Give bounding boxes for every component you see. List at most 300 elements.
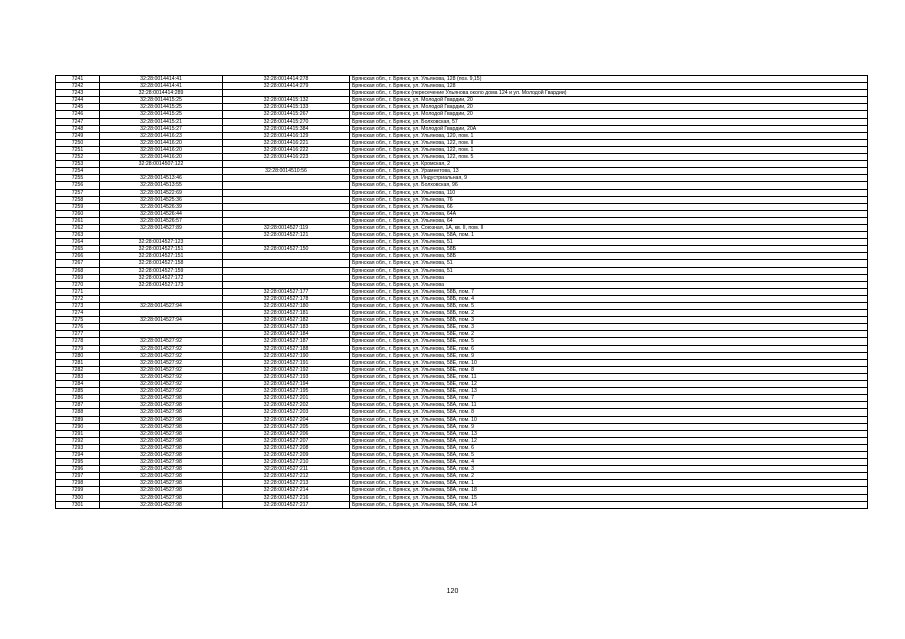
table-row <box>56 451 868 458</box>
address-cell: Брянская обл., г. Брянск, ул. Ульянова, 58А, пом. 8 <box>350 409 868 416</box>
object-cadastral-number-cell: 32:28:0014527:206 <box>223 430 350 437</box>
address-cell: Брянская обл., г. Брянск, ул. Молодой Гвардии, 20 <box>350 97 868 104</box>
object-cadastral-number-cell: 32:28:0014527:216 <box>223 494 350 501</box>
object-cadastral-number-cell: 32:28:0014415:133 <box>223 104 350 111</box>
parcel-cadastral-number-cell: 32:28:0014527:98 <box>100 402 223 409</box>
object-cadastral-number-cell: 32:28:0014527:119 <box>223 224 350 231</box>
row-number-cell: 7270 <box>56 281 100 288</box>
parcel-cadastral-number-cell: 32:28:0014525:36 <box>100 196 223 203</box>
table-row <box>56 111 868 118</box>
address-cell: Брянская обл., г. Брянск, ул. Ульянова, 128 (поз. 9,15) <box>350 76 868 83</box>
object-cadastral-number-cell: 32:28:0014510:56 <box>223 168 350 175</box>
parcel-cadastral-number-cell: 32:28:0014414:41 <box>100 83 223 90</box>
object-cadastral-number-cell: 32:28:0014527:150 <box>223 246 350 253</box>
object-cadastral-number-cell: 32:28:0014527:191 <box>223 359 350 366</box>
address-cell: Брянская обл., г. Брянск, ул. Молодой Гвардии, 20 <box>350 104 868 111</box>
address-cell: Брянская обл., г. Брянск, ул. Ульянова, 58Е, пом. 11 <box>350 373 868 380</box>
table-row <box>56 239 868 246</box>
parcel-cadastral-number-cell: 32:28:0014415:25 <box>100 104 223 111</box>
address-cell: Брянская обл., г. Брянск, ул. Ульянова, 58Б, пом. 4 <box>350 295 868 302</box>
parcel-cadastral-number-cell: 32:28:0014527:92 <box>100 359 223 366</box>
address-cell: Брянская обл., г. Брянск, ул. Ульянова, 58А, пом. 14 <box>350 501 868 508</box>
row-number-cell: 7290 <box>56 423 100 430</box>
object-cadastral-number-cell: 32:28:0014527:121 <box>223 232 350 239</box>
parcel-cadastral-number-cell: 32:28:0014527:151 <box>100 246 223 253</box>
address-cell: Брянская обл., г. Брянск, ул. Ульянова, 58Е, пом. 5 <box>350 338 868 345</box>
address-cell: Брянская обл., г. Брянск, ул. Ульянова, 122, пом. 5 <box>350 154 868 161</box>
object-cadastral-number-cell: 32:28:0014527:214 <box>223 487 350 494</box>
address-cell: Брянская обл., г. Брянск, ул. Ульянова, 58А, пом. 6 <box>350 444 868 451</box>
address-cell: Брянская обл., г. Брянск, ул. Союзная, 1А, кв. II, пом. II <box>350 224 868 231</box>
row-number-cell: 7251 <box>56 146 100 153</box>
row-number-cell: 7241 <box>56 76 100 83</box>
row-number-cell: 7296 <box>56 466 100 473</box>
address-cell: Брянская обл., г. Брянск, ул. Ульянова, 76 <box>350 196 868 203</box>
address-cell: Брянская обл., г. Брянск, ул. Болховская, 57 <box>350 118 868 125</box>
object-cadastral-number-cell: 32:28:0014527:217 <box>223 501 350 508</box>
object-cadastral-number-cell: 32:28:0014527:213 <box>223 480 350 487</box>
table-row <box>56 139 868 146</box>
parcel-cadastral-number-cell: 32:28:0014415:25 <box>100 97 223 104</box>
row-number-cell: 7245 <box>56 104 100 111</box>
address-cell: Брянская обл., г. Брянск, ул. Ульянова, 58А, пом. 10 <box>350 416 868 423</box>
address-cell: Брянская обл., г. Брянск, ул. Ульянова, 51 <box>350 267 868 274</box>
table-row <box>56 501 868 508</box>
table-row <box>56 444 868 451</box>
row-number-cell: 7298 <box>56 480 100 487</box>
row-number-cell: 7266 <box>56 253 100 260</box>
table-row <box>56 459 868 466</box>
table-row <box>56 416 868 423</box>
row-number-cell: 7282 <box>56 366 100 373</box>
parcel-cadastral-number-cell: 32:28:0014527:98 <box>100 437 223 444</box>
parcel-cadastral-number-cell: 32:28:0014527:98 <box>100 395 223 402</box>
address-cell: Брянская обл., г. Брянск, ул. Ульянова <box>350 281 868 288</box>
object-cadastral-number-cell <box>223 175 350 182</box>
parcel-cadastral-number-cell: 32:28:0014527:172 <box>100 274 223 281</box>
parcel-cadastral-number-cell: 32:28:0014527:98 <box>100 416 223 423</box>
address-cell: Брянская обл., г. Брянск, ул. Ульянова, 58Б <box>350 246 868 253</box>
row-number-cell: 7293 <box>56 444 100 451</box>
object-cadastral-number-cell: 32:28:0014527:204 <box>223 416 350 423</box>
address-cell: Брянская обл., г. Брянск, ул. Ульянова, 58А, пом. 5 <box>350 451 868 458</box>
row-number-cell: 7268 <box>56 267 100 274</box>
row-number-cell: 7262 <box>56 224 100 231</box>
address-cell: Брянская обл., г. Брянск, ул. Ульянова, 58Е, пом. 2 <box>350 331 868 338</box>
parcel-cadastral-number-cell: 32:28:0014415:25 <box>100 111 223 118</box>
object-cadastral-number-cell: 32:28:0014527:183 <box>223 324 350 331</box>
row-number-cell: 7273 <box>56 303 100 310</box>
row-number-cell: 7301 <box>56 501 100 508</box>
table-row <box>56 146 868 153</box>
object-cadastral-number-cell <box>223 217 350 224</box>
parcel-cadastral-number-cell: 32:28:0014527:94 <box>100 303 223 310</box>
object-cadastral-number-cell: 32:28:0014527:182 <box>223 317 350 324</box>
table-row <box>56 373 868 380</box>
table-row <box>56 97 868 104</box>
object-cadastral-number-cell <box>223 189 350 196</box>
row-number-cell: 7260 <box>56 210 100 217</box>
row-number-cell: 7256 <box>56 182 100 189</box>
parcel-cadastral-number-cell: 32:28:0014527:92 <box>100 388 223 395</box>
address-cell: Брянская обл., г. Брянск, ул. Индустриальная, 9 <box>350 175 868 182</box>
table-row <box>56 395 868 402</box>
table-row <box>56 288 868 295</box>
table-row <box>56 118 868 125</box>
address-cell: Брянская обл., г. Брянск, ул. Ульянова, 58Е, пом. 13 <box>350 388 868 395</box>
row-number-cell: 7265 <box>56 246 100 253</box>
parcel-cadastral-number-cell: 32:28:0014527:98 <box>100 444 223 451</box>
address-cell: Брянская обл., г. Брянск, ул. Ульянова, 58Б <box>350 253 868 260</box>
table-row <box>56 76 868 83</box>
parcel-cadastral-number-cell: 32:28:0014527:98 <box>100 494 223 501</box>
address-cell: Брянская обл., г. Брянск, ул. Ульянова, 58Е, пом. 9 <box>350 352 868 359</box>
table-row <box>56 409 868 416</box>
row-number-cell: 7289 <box>56 416 100 423</box>
address-cell: Брянская обл., г. Брянск, ул. Ульянова, 58А, пом. 4 <box>350 459 868 466</box>
parcel-cadastral-number-cell: 32:28:0014416:20 <box>100 146 223 153</box>
table-row <box>56 295 868 302</box>
parcel-cadastral-number-cell: 32:28:0014527:92 <box>100 381 223 388</box>
address-cell: Брянская обл., г. Брянск, ул. Ульянова, 58А, пом. 1 <box>350 480 868 487</box>
row-number-cell: 7247 <box>56 118 100 125</box>
parcel-cadastral-number-cell: 32:28:0014416:20 <box>100 154 223 161</box>
address-cell: Брянская обл., г. Брянск, ул. Ульянова, 58А, пом. 11 <box>350 402 868 409</box>
row-number-cell: 7243 <box>56 90 100 97</box>
parcel-cadastral-number-cell <box>100 310 223 317</box>
object-cadastral-number-cell: 32:28:0014415:267 <box>223 111 350 118</box>
table-row <box>56 260 868 267</box>
parcel-cadastral-number-cell: 32:28:0014527:98 <box>100 480 223 487</box>
table-row <box>56 189 868 196</box>
row-number-cell: 7252 <box>56 154 100 161</box>
parcel-cadastral-number-cell: 32:28:0014526:39 <box>100 203 223 210</box>
row-number-cell: 7283 <box>56 373 100 380</box>
table-row <box>56 338 868 345</box>
address-cell: Брянская обл., г. Брянск, ул. Ульянова, 58А, пом. 9 <box>350 423 868 430</box>
address-cell: Брянская обл., г. Брянск, ул. Ульянова, 58Б, пом. 5 <box>350 303 868 310</box>
address-cell: Брянская обл., г. Брянск, ул. Ульянова, 122, пом. 1 <box>350 146 868 153</box>
parcel-cadastral-number-cell <box>100 232 223 239</box>
table-row <box>56 402 868 409</box>
object-cadastral-number-cell: 32:28:0014416:129 <box>223 132 350 139</box>
parcel-cadastral-number-cell: 32:28:0014527:92 <box>100 366 223 373</box>
address-cell: Брянская обл., г. Брянск, ул. Ульянова, 58А, пом. 13 <box>350 430 868 437</box>
parcel-cadastral-number-cell: 32:28:0014527:98 <box>100 466 223 473</box>
row-number-cell: 7254 <box>56 168 100 175</box>
parcel-cadastral-number-cell: 32:28:0014414:289 <box>100 90 223 97</box>
address-cell: Брянская обл., г. Брянск, ул. Ульянова, 58А, пом. 12 <box>350 437 868 444</box>
object-cadastral-number-cell <box>223 161 350 168</box>
row-number-cell: 7258 <box>56 196 100 203</box>
parcel-cadastral-number-cell: 32:28:0014522:69 <box>100 189 223 196</box>
object-cadastral-number-cell <box>223 274 350 281</box>
table-row <box>56 473 868 480</box>
address-cell: Брянская обл., г. Брянск, ул. Болховская, 96 <box>350 182 868 189</box>
row-number-cell: 7250 <box>56 139 100 146</box>
table-row <box>56 310 868 317</box>
object-cadastral-number-cell: 32:28:0014415:384 <box>223 125 350 132</box>
object-cadastral-number-cell: 32:28:0014414:278 <box>223 76 350 83</box>
row-number-cell: 7257 <box>56 189 100 196</box>
row-number-cell: 7242 <box>56 83 100 90</box>
row-number-cell: 7278 <box>56 338 100 345</box>
row-number-cell: 7249 <box>56 132 100 139</box>
address-cell: Брянская обл., г. Брянск, ул. Молодой Гвардии, 20А <box>350 125 868 132</box>
object-cadastral-number-cell <box>223 239 350 246</box>
object-cadastral-number-cell <box>223 260 350 267</box>
table-row <box>56 90 868 97</box>
object-cadastral-number-cell: 32:28:0014414:279 <box>223 83 350 90</box>
parcel-cadastral-number-cell <box>100 331 223 338</box>
table-row <box>56 104 868 111</box>
table-row <box>56 175 868 182</box>
row-number-cell: 7267 <box>56 260 100 267</box>
row-number-cell: 7259 <box>56 203 100 210</box>
object-cadastral-number-cell: 32:28:0014527:188 <box>223 345 350 352</box>
object-cadastral-number-cell: 32:28:0014415:270 <box>223 118 350 125</box>
object-cadastral-number-cell: 32:28:0014527:184 <box>223 331 350 338</box>
address-cell: Брянская обл., г. Брянск, ул. Ульянова, 58А, пом. 3 <box>350 466 868 473</box>
parcel-cadastral-number-cell: 32:28:0014513:55 <box>100 182 223 189</box>
table-row <box>56 161 868 168</box>
row-number-cell: 7281 <box>56 359 100 366</box>
parcel-cadastral-number-cell: 32:28:0014527:92 <box>100 373 223 380</box>
table-row <box>56 303 868 310</box>
parcel-cadastral-number-cell <box>100 324 223 331</box>
parcel-cadastral-number-cell: 32:28:0014527:98 <box>100 501 223 508</box>
row-number-cell: 7300 <box>56 494 100 501</box>
row-number-cell: 7272 <box>56 295 100 302</box>
address-cell: Брянская обл., г. Брянск, ул. Ульянова, 58Е, пом. 3 <box>350 324 868 331</box>
table-row <box>56 437 868 444</box>
object-cadastral-number-cell: 32:28:0014527:201 <box>223 395 350 402</box>
table-row <box>56 83 868 90</box>
parcel-cadastral-number-cell: 32:28:0014526:57 <box>100 217 223 224</box>
table-row <box>56 388 868 395</box>
table-row <box>56 224 868 231</box>
row-number-cell: 7280 <box>56 352 100 359</box>
row-number-cell: 7261 <box>56 217 100 224</box>
address-cell: Брянская обл., г. Брянск, ул. Ульянова, 58Е, пом. 12 <box>350 381 868 388</box>
table-row <box>56 423 868 430</box>
address-cell: Брянская обл., г. Брянск, ул. Ульянова, 58Б, пом. 2 <box>350 310 868 317</box>
table-row <box>56 317 868 324</box>
row-number-cell: 7244 <box>56 97 100 104</box>
row-number-cell: 7294 <box>56 451 100 458</box>
object-cadastral-number-cell <box>223 90 350 97</box>
parcel-cadastral-number-cell: 32:28:0014527:98 <box>100 409 223 416</box>
registry-table-body <box>56 76 868 509</box>
object-cadastral-number-cell <box>223 253 350 260</box>
row-number-cell: 7271 <box>56 288 100 295</box>
row-number-cell: 7264 <box>56 239 100 246</box>
object-cadastral-number-cell: 32:28:0014527:211 <box>223 466 350 473</box>
parcel-cadastral-number-cell: 32:28:0014527:123 <box>100 239 223 246</box>
table-row <box>56 352 868 359</box>
row-number-cell: 7291 <box>56 430 100 437</box>
parcel-cadastral-number-cell: 32:28:0014527:98 <box>100 451 223 458</box>
table-row <box>56 331 868 338</box>
row-number-cell: 7299 <box>56 487 100 494</box>
object-cadastral-number-cell: 32:28:0014527:187 <box>223 338 350 345</box>
table-row <box>56 232 868 239</box>
object-cadastral-number-cell: 32:28:0014527:212 <box>223 473 350 480</box>
parcel-cadastral-number-cell: 32:28:0014527:159 <box>100 267 223 274</box>
row-number-cell: 7275 <box>56 317 100 324</box>
parcel-cadastral-number-cell: 32:28:0014416:23 <box>100 132 223 139</box>
object-cadastral-number-cell: 32:28:0014416:222 <box>223 146 350 153</box>
address-cell: Брянская обл., г. Брянск, ул. Ульянова, 128 <box>350 83 868 90</box>
parcel-cadastral-number-cell: 32:28:0014527:98 <box>100 423 223 430</box>
object-cadastral-number-cell: 32:28:0014527:177 <box>223 288 350 295</box>
table-row <box>56 203 868 210</box>
object-cadastral-number-cell: 32:28:0014527:190 <box>223 352 350 359</box>
address-cell: Брянская обл., г. Брянск (пересечение Ульянова около дома 124 и ул. Молодой Гвардии) <box>350 90 868 97</box>
address-cell: Брянская обл., г. Брянск, ул. Ульянова, 58Е, пом. 10 <box>350 359 868 366</box>
row-number-cell: 7284 <box>56 381 100 388</box>
parcel-cadastral-number-cell: 32:28:0014527:92 <box>100 352 223 359</box>
object-cadastral-number-cell: 32:28:0014527:181 <box>223 310 350 317</box>
object-cadastral-number-cell: 32:28:0014527:208 <box>223 444 350 451</box>
row-number-cell: 7295 <box>56 459 100 466</box>
address-cell: Брянская обл., г. Брянск, ул. Ульянова, 64 <box>350 217 868 224</box>
object-cadastral-number-cell <box>223 267 350 274</box>
table-row <box>56 253 868 260</box>
row-number-cell: 7288 <box>56 409 100 416</box>
object-cadastral-number-cell: 32:28:0014527:210 <box>223 459 350 466</box>
parcel-cadastral-number-cell: 32:28:0014416:20 <box>100 139 223 146</box>
table-row <box>56 182 868 189</box>
parcel-cadastral-number-cell: 32:28:0014527:98 <box>100 430 223 437</box>
object-cadastral-number-cell: 32:28:0014527:195 <box>223 388 350 395</box>
parcel-cadastral-number-cell: 32:28:0014527:98 <box>100 487 223 494</box>
row-number-cell: 7276 <box>56 324 100 331</box>
row-number-cell: 7263 <box>56 232 100 239</box>
address-cell: Брянская обл., г. Брянск, ул. Ульянова, 58А, пом. 2 <box>350 473 868 480</box>
address-cell: Брянская обл., г. Брянск, ул. Ульянова, 58Б, пом. 3 <box>350 317 868 324</box>
parcel-cadastral-number-cell <box>100 288 223 295</box>
table-row <box>56 345 868 352</box>
table-row <box>56 267 868 274</box>
table-row <box>56 480 868 487</box>
address-cell: Брянская обл., г. Брянск, ул. Ульянова, 58Е, пом. 8 <box>350 366 868 373</box>
row-number-cell: 7274 <box>56 310 100 317</box>
table-row <box>56 168 868 175</box>
table-row <box>56 324 868 331</box>
table-row <box>56 125 868 132</box>
parcel-cadastral-number-cell <box>100 168 223 175</box>
table-row <box>56 210 868 217</box>
table-row <box>56 359 868 366</box>
parcel-cadastral-number-cell: 32:28:0014526:44 <box>100 210 223 217</box>
table-row <box>56 132 868 139</box>
address-cell: Брянская обл., г. Брянск, ул. Ульянова, 58А, пом. 18 <box>350 487 868 494</box>
table-row <box>56 381 868 388</box>
address-cell: Брянская обл., г. Брянск, ул. Ульянова, 58А, пом. 7 <box>350 395 868 402</box>
table-row <box>56 366 868 373</box>
parcel-cadastral-number-cell: 32:28:0014415:27 <box>100 125 223 132</box>
address-cell: Брянская обл., г. Брянск, ул. Ульянова <box>350 274 868 281</box>
row-number-cell: 7253 <box>56 161 100 168</box>
object-cadastral-number-cell <box>223 281 350 288</box>
object-cadastral-number-cell: 32:28:0014527:205 <box>223 423 350 430</box>
object-cadastral-number-cell: 32:28:0014527:207 <box>223 437 350 444</box>
object-cadastral-number-cell <box>223 203 350 210</box>
table-row <box>56 274 868 281</box>
table-row <box>56 154 868 161</box>
object-cadastral-number-cell: 32:28:0014527:192 <box>223 366 350 373</box>
row-number-cell: 7269 <box>56 274 100 281</box>
address-cell: Брянская обл., г. Брянск, ул. Ульянова, 120, пом. 1 <box>350 132 868 139</box>
registry-table <box>55 75 868 509</box>
parcel-cadastral-number-cell: 32:28:0014513:46 <box>100 175 223 182</box>
address-cell: Брянская обл., г. Брянск, ул. Урамнетова, 13 <box>350 168 868 175</box>
row-number-cell: 7279 <box>56 345 100 352</box>
object-cadastral-number-cell: 32:28:0014527:194 <box>223 381 350 388</box>
address-cell: Брянская обл., г. Брянск, ул. Ульянова, 51 <box>350 260 868 267</box>
parcel-cadastral-number-cell: 32:28:0014507:122 <box>100 161 223 168</box>
address-cell: Брянская обл., г. Брянск, ул. Ульянова, 58Б, пом. 7 <box>350 288 868 295</box>
row-number-cell: 7277 <box>56 331 100 338</box>
table-row <box>56 246 868 253</box>
row-number-cell: 7246 <box>56 111 100 118</box>
address-cell: Брянская обл., г. Брянск, ул. Ульянова, 122, пом. II <box>350 139 868 146</box>
parcel-cadastral-number-cell: 32:28:0014415:21 <box>100 118 223 125</box>
parcel-cadastral-number-cell: 32:28:0014527:98 <box>100 473 223 480</box>
table-row <box>56 430 868 437</box>
address-cell: Брянская обл., г. Брянск, ул. Ульянова, 110 <box>350 189 868 196</box>
parcel-cadastral-number-cell: 32:28:0014527:98 <box>100 459 223 466</box>
object-cadastral-number-cell: 32:28:0014527:193 <box>223 373 350 380</box>
object-cadastral-number-cell: 32:28:0014415:132 <box>223 97 350 104</box>
parcel-cadastral-number-cell: 32:28:0014527:151 <box>100 253 223 260</box>
address-cell: Брянская обл., г. Брянск, ул. Ульянова, 58А, пом. 15 <box>350 494 868 501</box>
object-cadastral-number-cell: 32:28:0014416:223 <box>223 154 350 161</box>
address-cell: Брянская обл., г. Брянск, ул. Ульянова, 58А, пом. 1 <box>350 232 868 239</box>
page-number: 120 <box>446 588 459 595</box>
object-cadastral-number-cell <box>223 210 350 217</box>
parcel-cadastral-number-cell: 32:28:0014527:89 <box>100 224 223 231</box>
parcel-cadastral-number-cell: 32:28:0014527:92 <box>100 338 223 345</box>
address-cell: Брянская обл., г. Брянск, ул. Кромская, 2 <box>350 161 868 168</box>
parcel-cadastral-number-cell: 32:28:0014414:41 <box>100 76 223 83</box>
parcel-cadastral-number-cell: 32:28:0014527:158 <box>100 260 223 267</box>
parcel-cadastral-number-cell <box>100 295 223 302</box>
object-cadastral-number-cell: 32:28:0014527:180 <box>223 303 350 310</box>
row-number-cell: 7292 <box>56 437 100 444</box>
address-cell: Брянская обл., г. Брянск, ул. Ульянова, 58Е, пом. 6 <box>350 345 868 352</box>
object-cadastral-number-cell <box>223 196 350 203</box>
address-cell: Брянская обл., г. Брянск, ул. Ульянова, 51 <box>350 239 868 246</box>
object-cadastral-number-cell: 32:28:0014527:178 <box>223 295 350 302</box>
object-cadastral-number-cell: 32:28:0014527:203 <box>223 409 350 416</box>
row-number-cell: 7297 <box>56 473 100 480</box>
parcel-cadastral-number-cell: 32:28:0014527:94 <box>100 317 223 324</box>
address-cell: Брянская обл., г. Брянск, ул. Ульянова, 66 <box>350 203 868 210</box>
table-row <box>56 281 868 288</box>
parcel-cadastral-number-cell: 32:28:0014527:173 <box>100 281 223 288</box>
table-row <box>56 217 868 224</box>
row-number-cell: 7287 <box>56 402 100 409</box>
object-cadastral-number-cell: 32:28:0014416:221 <box>223 139 350 146</box>
parcel-cadastral-number-cell: 32:28:0014527:92 <box>100 345 223 352</box>
table-row <box>56 494 868 501</box>
object-cadastral-number-cell: 32:28:0014527:209 <box>223 451 350 458</box>
table-row <box>56 466 868 473</box>
address-cell: Брянская обл., г. Брянск, ул. Ульянова, 64А <box>350 210 868 217</box>
row-number-cell: 7248 <box>56 125 100 132</box>
